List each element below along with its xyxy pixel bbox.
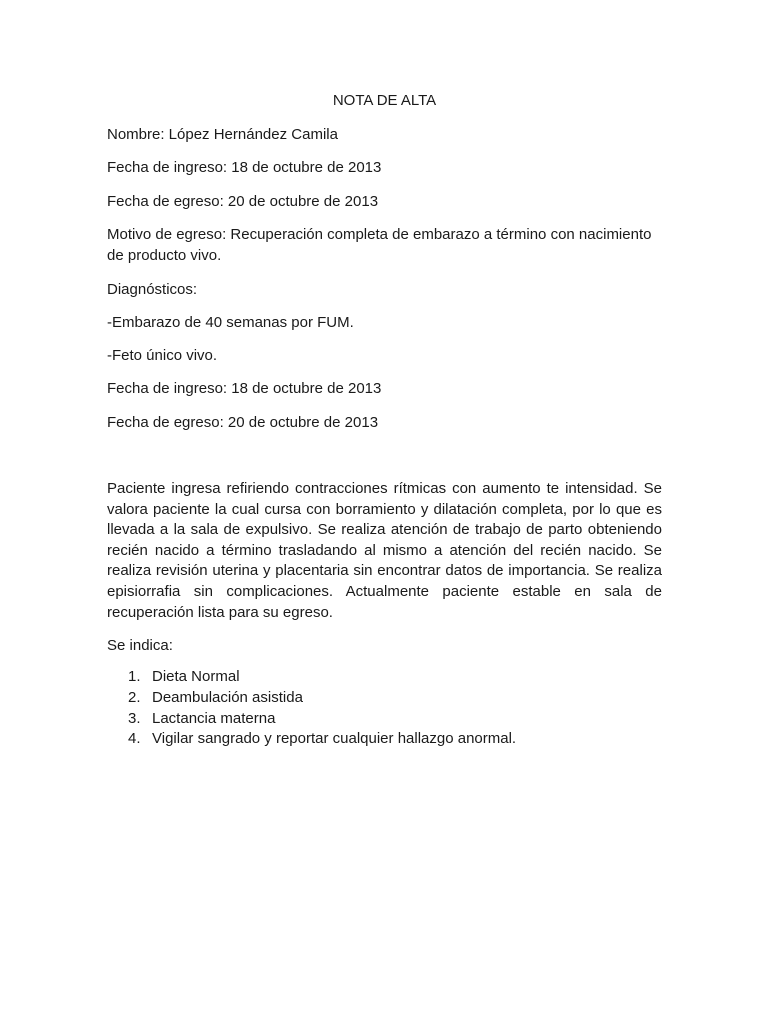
discharge-date: Fecha de egreso: 20 de octubre de 2013 bbox=[107, 193, 379, 210]
diagnoses-label: Diagnósticos: bbox=[107, 281, 198, 298]
diagnosis-item: -Embarazo de 40 semanas por FUM. bbox=[107, 314, 354, 331]
indication-text: Lactancia materna bbox=[152, 709, 276, 727]
patient-name: Nombre: López Hernández Camila bbox=[107, 126, 338, 143]
indication-text: Deambulación asistida bbox=[152, 688, 303, 706]
indication-item bbox=[107, 709, 662, 730]
indications-label: Se indica: bbox=[107, 637, 173, 654]
indication-text: Vigilar sangrado y reportar cualquier hallazgo anormal. bbox=[152, 730, 517, 748]
clinical-summary-paragraph: Paciente ingresa refiriendo contracciones rítmicas con aumento te intensidad. Se valora paciente la cual cursa con borramiento y dilatación completa, por lo que es llevada a la sala de expulsivo. Se realiza atención de trabajo de parto obteniendo recién nacido a término trasladando al mismo a atención del recién nacido. Se realiza revisión uterina y placentaria sin encontrar datos de importancia. Se realiza episiorrafia sin complicaciones. Actualmente paciente estable en sala de recuperación lista para su egreso. bbox=[107, 480, 662, 621]
indication-item bbox=[107, 667, 662, 688]
indication-number: 4. bbox=[128, 730, 141, 748]
admission-date-repeat: Fecha de ingreso: 18 de octubre de 2013 bbox=[107, 380, 382, 397]
diagnosis-item: -Feto único vivo. bbox=[107, 347, 218, 364]
document-title: NOTA DE ALTA bbox=[332, 92, 437, 109]
indication-text: Dieta Normal bbox=[152, 668, 240, 685]
indication-number: 2. bbox=[128, 688, 141, 706]
discharge-date-repeat: Fecha de egreso: 20 de octubre de 2013 bbox=[107, 414, 379, 431]
admission-date: Fecha de ingreso: 18 de octubre de 2013 bbox=[107, 159, 382, 176]
indications-list bbox=[107, 667, 662, 750]
indication-item bbox=[107, 729, 662, 750]
indication-number: 1. bbox=[128, 668, 141, 685]
indication-item bbox=[107, 688, 662, 709]
discharge-reason-line-1: Motivo de egreso: Recuperación completa de embarazo a término con nacimiento bbox=[107, 226, 652, 243]
indication-number: 3. bbox=[128, 709, 141, 727]
discharge-reason-line-2: de producto vivo. bbox=[107, 247, 222, 264]
